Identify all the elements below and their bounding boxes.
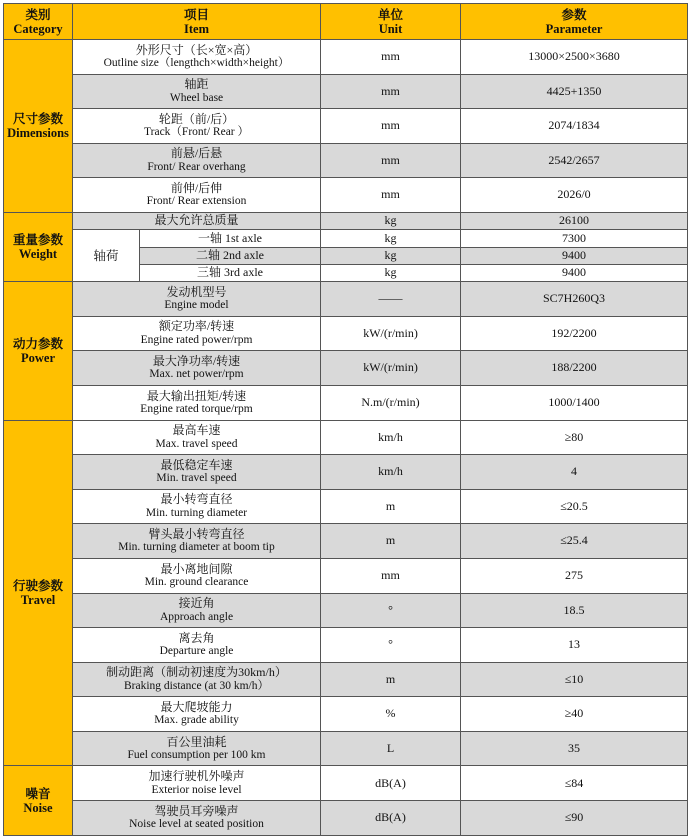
unit-cell: mm	[321, 178, 461, 213]
category-noise-en: Noise	[23, 800, 53, 815]
item-name-cn: 最小离地间隙	[160, 561, 233, 576]
spec-table	[3, 3, 688, 836]
item-cell	[73, 455, 321, 490]
item-cell	[73, 628, 321, 663]
item-name-cn: 百公里油耗	[166, 734, 227, 749]
power-row	[4, 385, 688, 420]
axle-name-cell: 一轴 1st axle	[140, 230, 321, 247]
item-name-cn: 臂头最小转弯直径	[148, 526, 245, 541]
travel-row	[4, 420, 688, 455]
item-name-en: Min. ground clearance	[144, 575, 249, 588]
unit-cell: km/h	[321, 455, 461, 490]
travel-row	[4, 524, 688, 559]
item-name-cn: 接近角	[178, 596, 215, 611]
unit-cell: dB(A)	[321, 801, 461, 836]
unit-cell: mm	[321, 109, 461, 144]
item-name-cn: 轴距	[184, 77, 209, 92]
unit-cell: %	[321, 697, 461, 732]
item-cell	[73, 385, 321, 420]
category-noise	[4, 766, 73, 835]
item-name-en: Min. turning diameter at boom tip	[118, 541, 275, 554]
unit-cell: mm	[321, 40, 461, 75]
power-row	[4, 351, 688, 386]
travel-row	[4, 455, 688, 490]
parameter-cell: 188/2200	[461, 351, 688, 386]
header-row	[4, 4, 688, 40]
unit-cell: ——	[321, 282, 461, 317]
item-cell	[73, 731, 321, 766]
item-name-en: Wheel base	[169, 91, 224, 104]
parameter-cell: 9400	[461, 264, 688, 281]
item-name-en: Fuel consumption per 100 km	[127, 748, 266, 761]
item-cell	[73, 74, 321, 109]
item-name-cn: 加速行驶机外噪声	[148, 769, 245, 784]
category-travel-cn: 行驶参数	[12, 579, 63, 593]
unit-cell: °	[321, 593, 461, 628]
item-name-en: Max. net power/rpm	[149, 368, 244, 381]
category-dimensions-en: Dimensions	[7, 125, 69, 140]
parameter-cell: ≤84	[461, 766, 688, 801]
travel-row	[4, 662, 688, 697]
header-category	[4, 4, 73, 40]
noise-row	[4, 801, 688, 836]
item-cell	[73, 697, 321, 732]
header-unit	[321, 4, 461, 40]
item-name-cn: 最低稳定车速	[160, 457, 233, 472]
unit-cell: kg	[321, 264, 461, 281]
travel-row	[4, 697, 688, 732]
item-cell	[73, 662, 321, 697]
parameter-cell: 4	[461, 455, 688, 490]
item-name-cn: 离去角	[178, 630, 215, 645]
parameter-cell: 4425+1350	[461, 74, 688, 109]
parameter-cell: 275	[461, 558, 688, 593]
item-name-cn: 额定功率/转速	[158, 319, 235, 334]
item-cell	[73, 420, 321, 455]
category-travel-en: Travel	[20, 593, 56, 607]
power-row	[4, 316, 688, 351]
item-name-en: Braking distance (at 30 km/h）	[124, 679, 269, 692]
item-name-cn: 前伸/后伸	[170, 181, 223, 196]
parameter-cell: ≤10	[461, 662, 688, 697]
item-cell	[73, 316, 321, 351]
item-cell	[73, 524, 321, 559]
item-name-en: Noise level at seated position	[129, 818, 264, 831]
axle-name-cell: 三轴 3rd axle	[140, 264, 321, 281]
parameter-cell: ≤20.5	[461, 489, 688, 524]
parameter-cell: 192/2200	[461, 316, 688, 351]
item-name-en: Outline size（lengthch×width×height）	[103, 57, 290, 70]
item-cell	[73, 351, 321, 386]
unit-cell: N.m/(r/min)	[321, 385, 461, 420]
unit-cell: °	[321, 628, 461, 663]
unit-cell: km/h	[321, 420, 461, 455]
item-cell	[73, 282, 321, 317]
item-name-cn: 最大爬坡能力	[160, 699, 233, 714]
item-name-cn: 最大净功率/转速	[152, 353, 241, 368]
item-name-en: Max. travel speed	[155, 437, 238, 450]
travel-row	[4, 593, 688, 628]
item-name-cn: 轮距（前/后）	[158, 111, 235, 126]
header-item-en: Item	[184, 21, 209, 36]
header-category-en: Category	[13, 21, 63, 36]
item-cell	[73, 558, 321, 593]
item-name-cn: 外形尺寸（长×宽×高）	[135, 42, 258, 57]
item-name-en: Max. grade ability	[154, 714, 239, 727]
parameter-cell: 2074/1834	[461, 109, 688, 144]
item-name-en: Min. travel speed	[156, 472, 237, 485]
parameter-cell: 26100	[461, 212, 688, 229]
spec-table-body	[4, 4, 688, 836]
item-cell	[73, 766, 321, 801]
category-noise-cn: 噪音	[25, 786, 51, 801]
parameter-cell: SC7H260Q3	[461, 282, 688, 317]
unit-cell: kg	[321, 247, 461, 264]
weight-axle-row	[4, 230, 688, 247]
parameter-cell: ≤25.4	[461, 524, 688, 559]
header-parameter-cn: 参数	[561, 7, 587, 22]
category-weight-en: Weight	[18, 247, 58, 262]
category-weight	[4, 212, 73, 281]
unit-cell: kg	[321, 212, 461, 229]
unit-cell: mm	[321, 558, 461, 593]
item-cell	[73, 489, 321, 524]
dimensions-row	[4, 40, 688, 75]
item-name-en: Exterior noise level	[151, 783, 242, 796]
travel-row	[4, 628, 688, 663]
unit-cell: m	[321, 662, 461, 697]
item-name-cn: 发动机型号	[166, 284, 227, 299]
unit-cell: mm	[321, 143, 461, 178]
parameter-cell: 13	[461, 628, 688, 663]
item-name-cn: 最高车速	[172, 423, 221, 438]
category-weight-cn: 重量参数	[12, 233, 63, 248]
travel-row	[4, 489, 688, 524]
parameter-cell: 13000×2500×3680	[461, 40, 688, 75]
item-cell	[73, 109, 321, 144]
item-name-cn: 最大输出扭矩/转速	[146, 388, 247, 403]
item-name-en: Departure angle	[159, 645, 234, 658]
header-item	[73, 4, 321, 40]
header-unit-en: Unit	[378, 21, 403, 36]
unit-cell: m	[321, 489, 461, 524]
axle-name-cell: 二轴 2nd axle	[140, 247, 321, 264]
travel-row	[4, 731, 688, 766]
travel-row	[4, 558, 688, 593]
item-name-cn: 驾驶员耳旁噪声	[154, 803, 239, 818]
unit-cell: m	[321, 524, 461, 559]
axle-load-label: 轴荷	[73, 230, 140, 282]
parameter-cell: 2542/2657	[461, 143, 688, 178]
item-name-en: Engine model	[164, 299, 229, 312]
header-unit-cn: 单位	[378, 7, 404, 22]
item-name-en: Track（Front/ Rear ）	[144, 126, 249, 139]
dimensions-row	[4, 109, 688, 144]
parameter-cell: 9400	[461, 247, 688, 264]
parameter-cell: ≥80	[461, 420, 688, 455]
item-name-en: Engine rated power/rpm	[140, 333, 253, 346]
weight-row	[4, 212, 688, 229]
unit-cell: kW/(r/min)	[321, 351, 461, 386]
item-name-en: Engine rated torque/rpm	[140, 403, 253, 416]
parameter-cell: 35	[461, 731, 688, 766]
parameter-cell: 2026/0	[461, 178, 688, 213]
header-category-cn: 类别	[25, 7, 51, 22]
item-cell	[73, 40, 321, 75]
parameter-cell: ≥40	[461, 697, 688, 732]
item-name-en: Min. turning diameter	[145, 506, 248, 519]
item-name-cn: 前悬/后悬	[170, 146, 223, 161]
item-name-en: Front/ Rear overhang	[147, 160, 246, 173]
category-power-cn: 动力参数	[12, 336, 63, 351]
header-parameter-en: Parameter	[545, 21, 603, 36]
parameter-cell: 18.5	[461, 593, 688, 628]
unit-cell: kg	[321, 230, 461, 247]
parameter-cell: 7300	[461, 230, 688, 247]
category-dimensions-cn: 尺寸参数	[12, 111, 63, 126]
unit-cell: dB(A)	[321, 766, 461, 801]
dimensions-row	[4, 143, 688, 178]
noise-row	[4, 766, 688, 801]
header-item-cn: 项目	[184, 7, 210, 22]
item-name-en: Approach angle	[159, 610, 234, 623]
unit-cell: kW/(r/min)	[321, 316, 461, 351]
item-name-cn: 最小转弯直径	[160, 492, 233, 507]
parameter-cell: ≤90	[461, 801, 688, 836]
item-name-cn: 制动距离（制动初速度为30km/h）	[106, 665, 287, 680]
dimensions-row	[4, 178, 688, 213]
category-dimensions	[4, 40, 73, 213]
category-travel	[4, 420, 73, 766]
item-cell	[73, 593, 321, 628]
category-power	[4, 282, 73, 420]
category-power-en: Power	[20, 350, 55, 365]
power-row	[4, 282, 688, 317]
unit-cell: L	[321, 731, 461, 766]
item-cell: 最大允许总质量	[73, 212, 321, 229]
header-parameter	[461, 4, 688, 40]
unit-cell: mm	[321, 74, 461, 109]
item-cell	[73, 143, 321, 178]
parameter-cell: 1000/1400	[461, 385, 688, 420]
item-cell	[73, 178, 321, 213]
item-name-en: Front/ Rear extension	[146, 195, 247, 208]
dimensions-row	[4, 74, 688, 109]
item-cell	[73, 801, 321, 836]
